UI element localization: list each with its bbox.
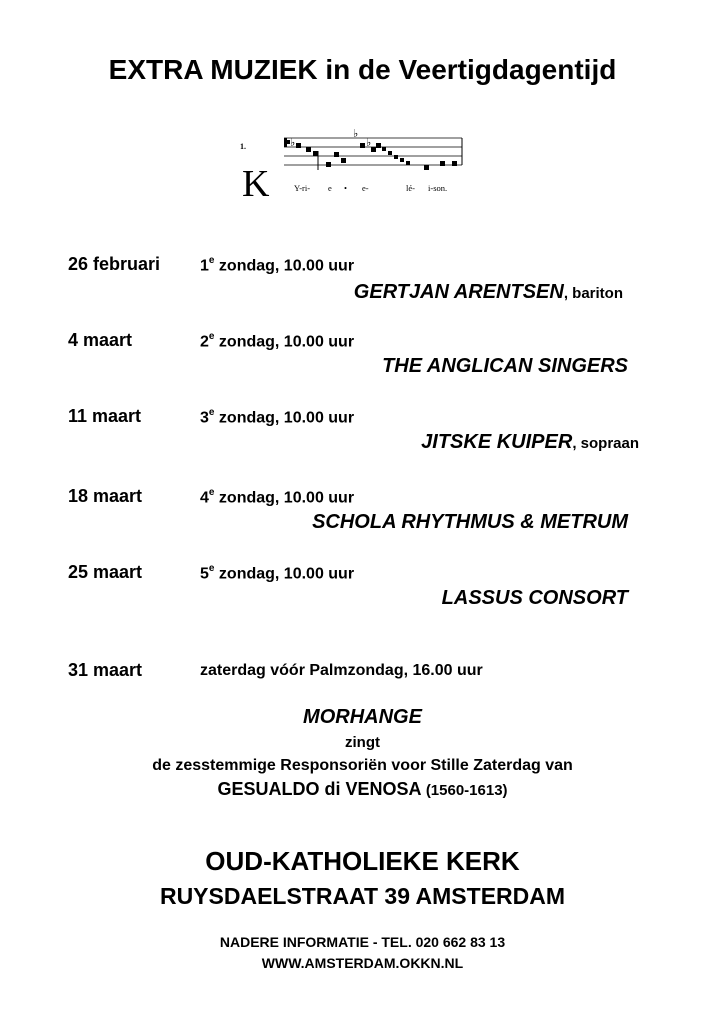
svg-text:♭: ♭ bbox=[290, 136, 296, 149]
chant-lyric: e- bbox=[362, 183, 369, 193]
event-performer: JITSKE KUIPER, sopraan bbox=[421, 431, 639, 453]
page-title: EXTRA MUZIEK in de Veertigdagentijd bbox=[108, 54, 617, 85]
event-date: 26 februari bbox=[68, 254, 161, 274]
event-role: , bariton bbox=[563, 285, 623, 302]
chant-notation-image bbox=[238, 128, 474, 206]
chant-lyric: Y-ri- bbox=[294, 183, 311, 193]
svg-text:♭: ♭ bbox=[366, 136, 372, 149]
chant-initial: K bbox=[242, 163, 270, 205]
event-time: 3e zondag, 10.00 uur bbox=[200, 407, 355, 427]
event-role: , sopraan bbox=[572, 435, 639, 452]
event-performer: THE ANGLICAN SINGERS bbox=[382, 355, 628, 377]
event-date: 25 maart bbox=[68, 562, 143, 582]
chant-lyric: • bbox=[344, 183, 347, 193]
composer-name: GESUALDO di VENOSA bbox=[217, 779, 421, 799]
event-performer: LASSUS CONSORT bbox=[441, 587, 628, 609]
chant-lyric: i-son. bbox=[428, 183, 448, 193]
event-time: 1e zondag, 10.00 uur bbox=[200, 255, 355, 275]
event-time: 2e zondag, 10.00 uur bbox=[200, 331, 355, 351]
event-performer: SCHOLA RHYTHMUS & METRUM bbox=[312, 511, 628, 533]
venue-address: RUYSDAELSTRAAT 39 AMSTERDAM bbox=[159, 883, 566, 909]
venue-name: OUD-KATHOLIEKE KERK bbox=[205, 846, 520, 876]
special-composer-line bbox=[0, 779, 725, 800]
event-time: 5e zondag, 10.00 uur bbox=[200, 563, 355, 583]
special-date: 31 maart bbox=[68, 660, 143, 680]
event-date: 18 maart bbox=[68, 486, 143, 506]
special-time: zaterdag vóór Palmzondag, 16.00 uur bbox=[200, 662, 483, 679]
info-website: WWW.AMSTERDAM.OKKN.NL bbox=[261, 955, 464, 971]
chant-lyric: lé- bbox=[406, 183, 415, 193]
special-verb: zingt bbox=[345, 734, 380, 751]
special-description: de zesstemmige Responsoriën voor Stille Zaterdag van bbox=[152, 757, 573, 774]
chant-numeral: 1. bbox=[240, 142, 246, 151]
svg-text:♭: ♭ bbox=[353, 128, 359, 140]
event-time: 4e zondag, 10.00 uur bbox=[200, 487, 355, 507]
event-performer: GERTJAN ARENTSEN, bariton bbox=[353, 281, 623, 303]
chant-lyric: e bbox=[328, 183, 332, 193]
composer-years: (1560-1613) bbox=[425, 782, 508, 799]
event-date: 4 maart bbox=[68, 330, 133, 350]
event-date: 11 maart bbox=[68, 406, 142, 426]
info-phone: NADERE INFORMATIE - TEL. 020 662 83 13 bbox=[219, 934, 506, 950]
special-performer: MORHANGE bbox=[303, 706, 422, 728]
